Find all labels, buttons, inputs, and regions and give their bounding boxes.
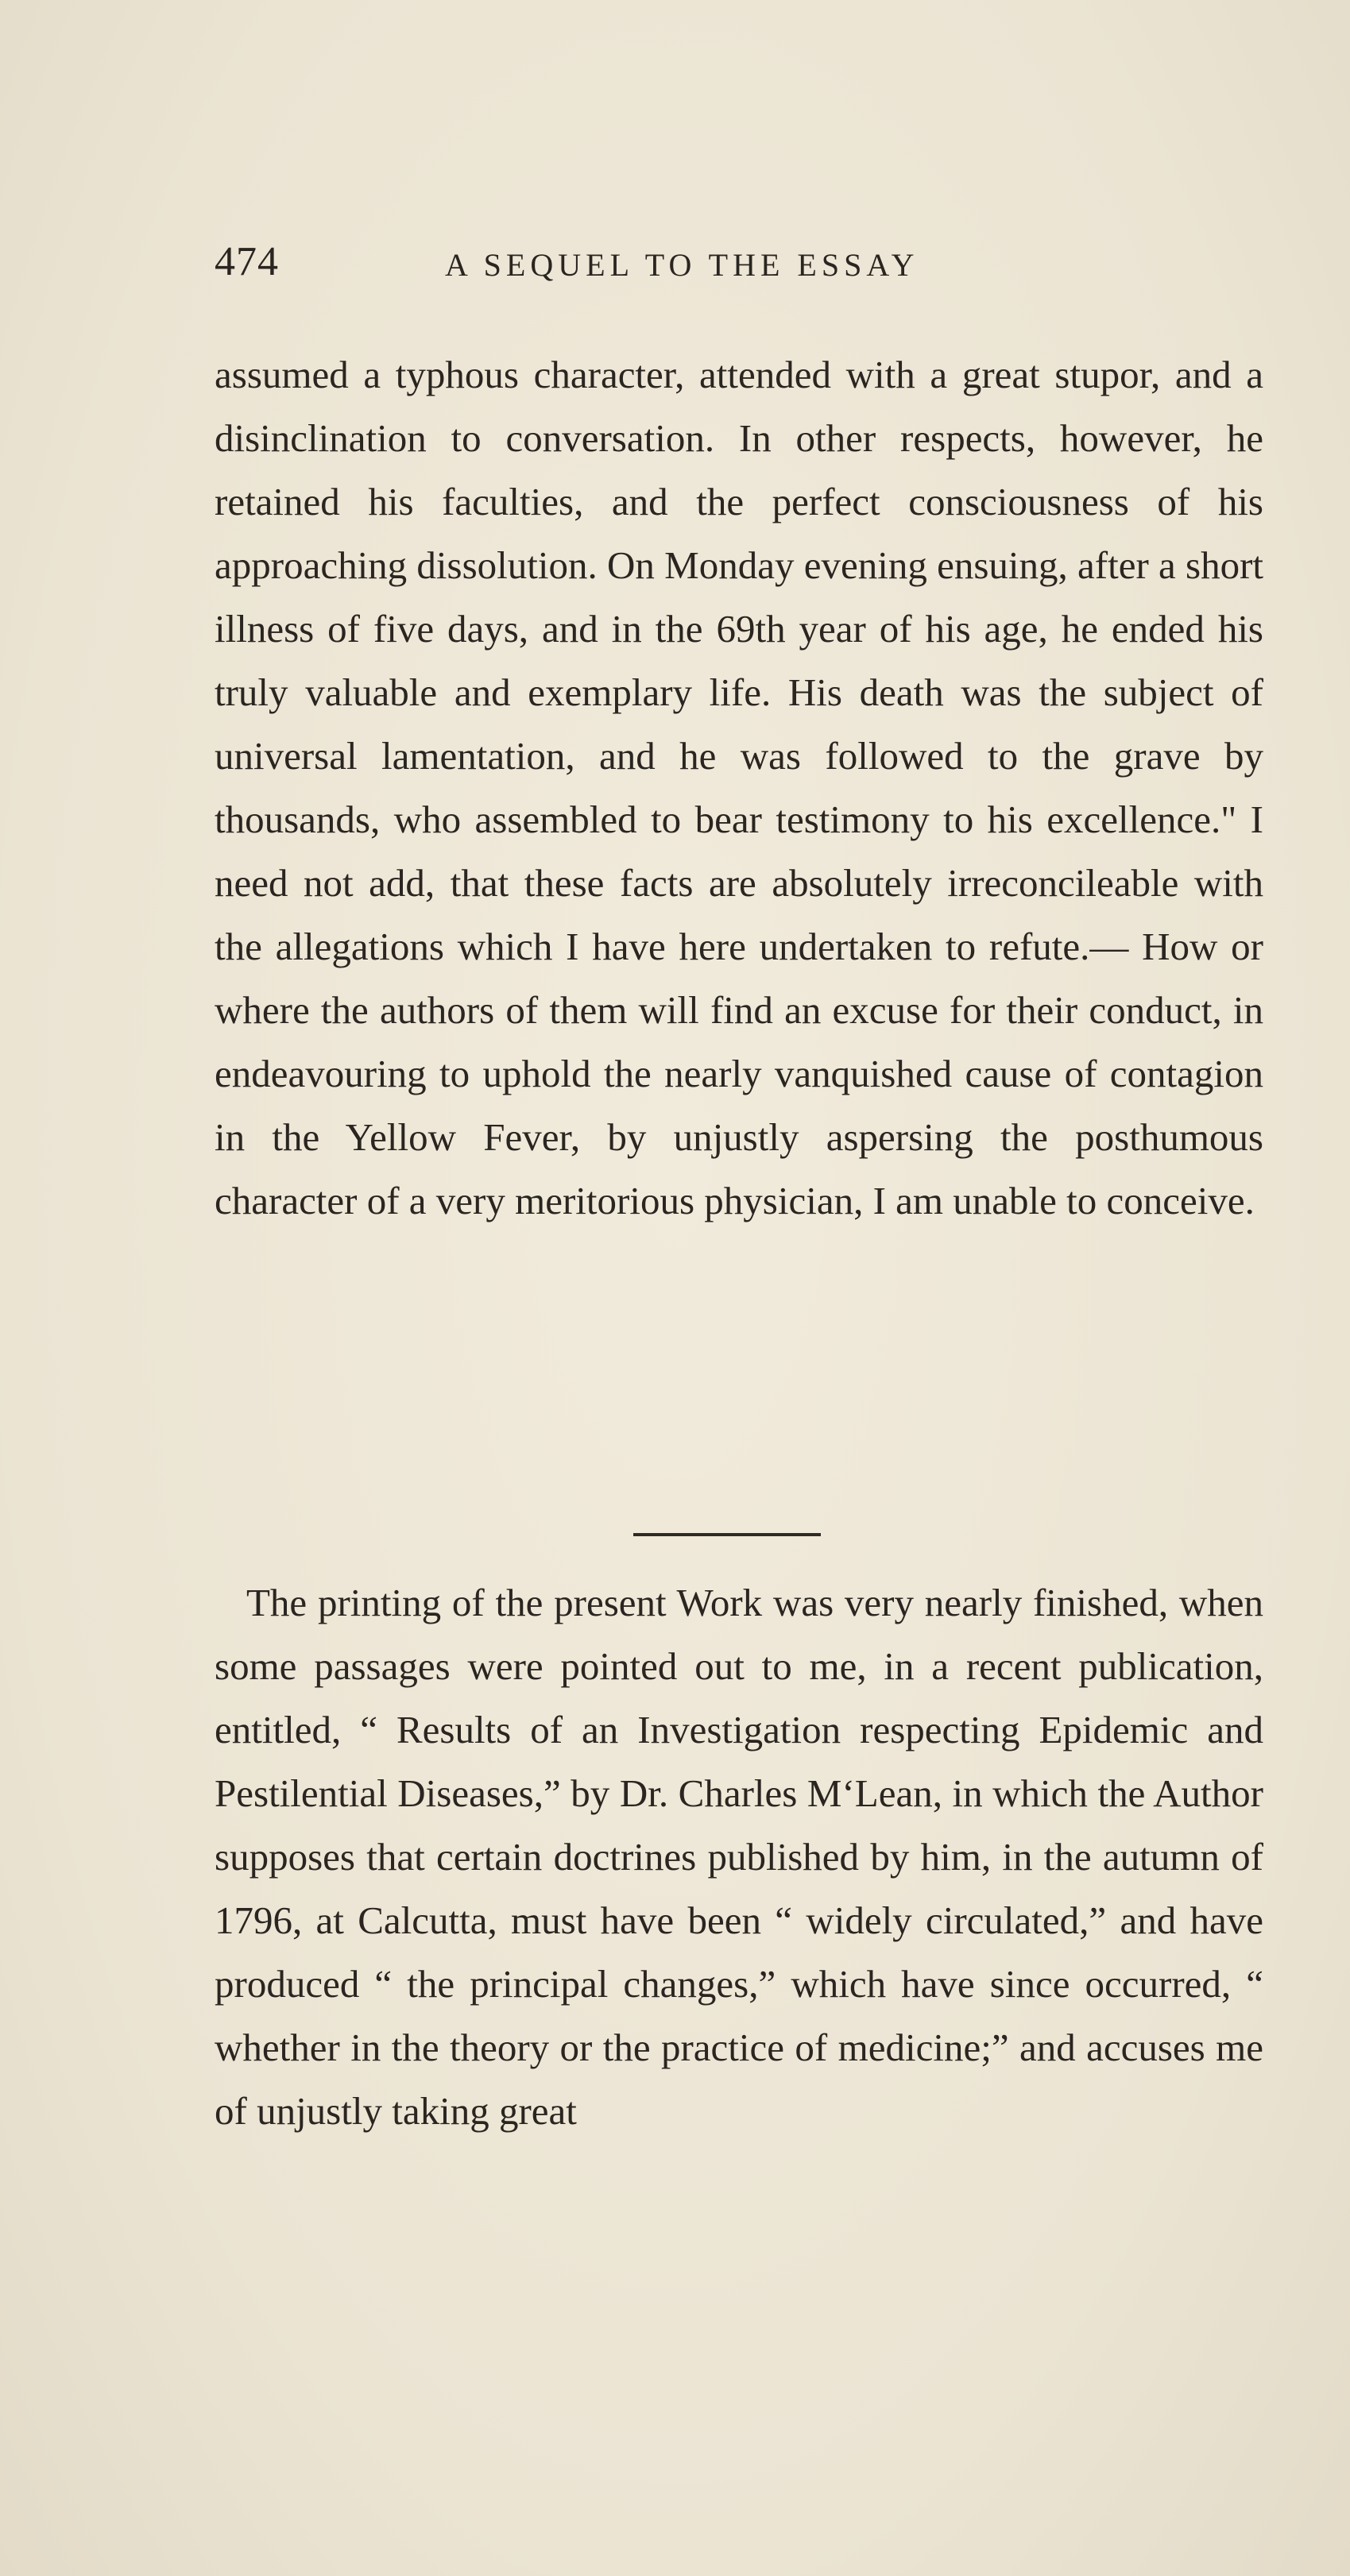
section-divider-rule <box>633 1533 821 1536</box>
page-header <box>215 238 1271 302</box>
paragraph-new-section <box>215 1571 1263 2143</box>
running-head: A SEQUEL TO THE ESSAY <box>445 247 919 283</box>
paragraph-1: assumed a typhous character, attended with a great stupor, and a disinclination to conversation. In other respects, however, he retained his faculties, and the perfect consciousness of his approaching dissolution. On Monday evening ensuing, after a short illness of five days, and in the 69th year of his age, he ended his truly valuable and exemplary life. His death was the subject of universal lamentation, and he was followed to the grave by thousands, who assembled to bear testimony to his excellence." I need not add, that these facts are absolutely irreconcileable with the allegations which I have here undertaken to refute.— How or where the authors of them will find an excuse for their conduct, in endeavouring to uphold the nearly vanquished cause of contagion in the Yellow Fever, by unjustly aspersing the posthumous character of a very meritorious physician, I am unable to conceive. <box>215 353 1264 1222</box>
page-number: 474 <box>215 239 279 284</box>
paragraph-continuation <box>215 343 1263 1233</box>
paragraph-2: The printing of the present Work was very nearly finished, when some passages were pointed out to me, in a recent publication, entitled, “ Results of an Investigation respecting Epidemic and Pestilential Diseases,” by Dr. Charles MʻLean, in which the Author supposes that certain doctrines published by him, in the autumn of 1796, at Calcutta, must have been “ widely circulated,” and have produced “ the principal changes,” which have since occurred, “ whether in the theory or the practice of medicine;” and accuses me of unjustly taking great <box>215 1581 1263 2133</box>
